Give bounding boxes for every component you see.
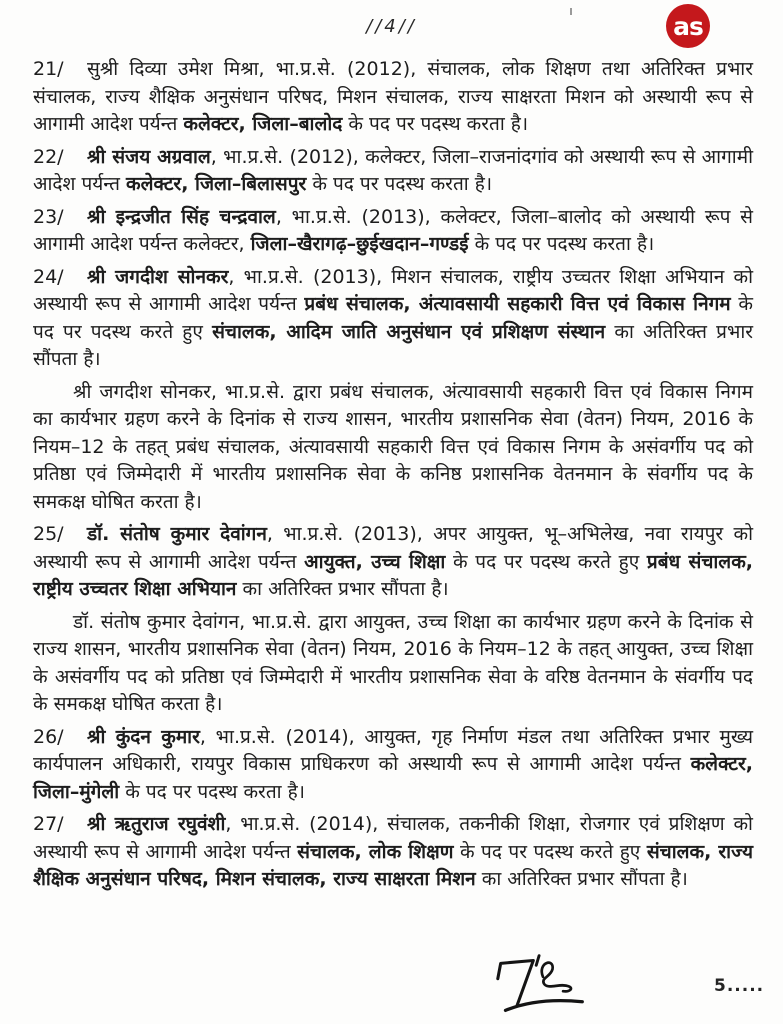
text-run: के पद पर पदस्थ करता है। [468, 233, 655, 255]
text-run: का अतिरिक्त प्रभार सौंपता है। [236, 578, 449, 600]
bold-text-run: संचालक, आदिम जाति अनुसंधान एवं प्रशिक्षण संस्थान [212, 320, 606, 343]
order-text-body [33, 56, 753, 899]
item-number: 25/ [33, 523, 64, 545]
text-run: का अतिरिक्त प्रभार सौंपता है। [475, 868, 688, 890]
text-run: , भा.प्र.से. (2012), कलेक्टर, जिला–राजनांदगांव को अस्थायी रूप से आगामी आदेश पर्यन्त [33, 145, 753, 195]
text-run: श्री जगदीश सोनकर, भा.प्र.से. द्वारा प्रबंध संचालक, अंत्यावसायी सहकारी वित्त एवं विकास निगम का कार्यभार ग्रहण करने के दिनांक से राज्य शासन, भारतीय प्रशासनिक सेवा (वेतन) नियम, 2016 के नियम–12 के तहत् प्रबंध संचालक, अंत्यावसायी सहकारी वित्त एवं विकास निगम के असंवर्गीय पद को प्रतिष्ठा एवं जिम्मेदारी में भारतीय प्रशासनिक सेवा के कनिष्ठ प्रशासनिक वेतनमान के संवर्गीय पद के समकक्ष घोषित करता है। [33, 380, 753, 513]
text-run: डॉ. संतोष कुमार देवांगन, भा.प्र.से. द्वारा आयुक्त, उच्च शिक्षा का कार्यभार ग्रहण करने के दिनांक से राज्य शासन, भारतीय प्रशासनिक सेवा (वेतन) नियम, 2016 के नियम–12 के तहत् आयुक्त, उच्च शिक्षा के असंवर्गीय पद को प्रतिष्ठा एवं जिम्मेदारी में भारतीय प्रशासनिक सेवा के वरिष्ठ वेतनमान के संवर्गीय पद के समकक्ष घोषित करता है। [33, 610, 753, 715]
item-number: 27/ [33, 813, 64, 835]
bold-text-run: श्री कुंदन कुमार [87, 725, 200, 748]
bold-text-run: कलेक्टर, जिला–मुंगेली [33, 753, 753, 803]
as-logo-text: as [673, 11, 703, 41]
order-item-23 [33, 204, 753, 259]
text-run: के पद पर पदस्थ करता है। [306, 173, 493, 195]
text-run: , भा.प्र.से. (2014), संचालक, तकनीकी शिक्षा, रोजगार एवं प्रशिक्षण को अस्थायी रूप से आगामी आदेश पर्यन्त [33, 813, 753, 863]
item-number: 24/ [33, 265, 64, 288]
item-number: 22/ [33, 145, 64, 168]
text-run: के पद पर पदस्थ करते हुए [453, 840, 647, 863]
bold-text-run: संचालक, लोक शिक्षण [297, 840, 454, 863]
bold-text-run: कलेक्टर, जिला–बालोद [183, 113, 343, 135]
page-footer [0, 940, 783, 1024]
text-run: के पद पर पदस्थ करता है। [342, 113, 529, 135]
bold-text-run: श्री जगदीश सोनकर [87, 265, 229, 288]
bold-text-run: संचालक, राज्य शैक्षिक अनुसंधान परिषद, मिशन संचालक, राज्य साक्षरता मिशन [33, 840, 753, 890]
as-logo [666, 4, 710, 48]
explanation-paragraph-25 [33, 609, 753, 719]
bold-text-run: कलेक्टर, जिला–बिलासपुर [126, 173, 307, 195]
text-run: , भा.प्र.से. (2013), कलेक्टर, जिला–बालोद को अस्थायी रूप से आगामी आदेश पर्यन्त कलेक्टर, [33, 205, 753, 255]
bold-text-run: आयुक्त, उच्च शिक्षा [304, 550, 446, 573]
bold-text-run: जिला–खैरागढ़–छुईखदान–गण्डई [250, 233, 469, 255]
text-run: के पद पर पदस्थ करता है। [119, 780, 305, 803]
order-item-27 [33, 811, 753, 894]
text-run: सुश्री दिव्या उमेश मिश्रा, भा.प्र.से. (2012), संचालक, लोक शिक्षण तथा अतिरिक्त प्रभार संचालक, राज्य शैक्षिक अनुसंधान परिषद, मिशन संचालक, राज्य साक्षरता मिशन को अस्थायी रूप से आगामी आदेश पर्यन्त [33, 58, 753, 135]
bold-text-run: प्रबंध संचालक, अंत्यावसायी सहकारी वित्त एवं विकास निगम [304, 293, 731, 315]
scan-artifact [570, 8, 572, 15]
order-item-24 [33, 264, 753, 374]
item-number: 21/ [33, 58, 64, 80]
bold-text-run: प्रबंध संचालक, राष्ट्रीय उच्चतर शिक्षा अभियान [33, 550, 753, 600]
text-run: , भा.प्र.से. (2014), आयुक्त, गृह निर्माण मंडल तथा अतिरिक्त प्रभार मुख्य कार्यपालन अधिकारी, रायपुर विकास प्राधिकरण को अस्थायी रूप से आगामी आदेश पर्यन्त [33, 725, 753, 775]
bold-text-run: श्री इन्द्रजीत सिंह चन्द्रवाल [87, 205, 276, 228]
page-number-header: //4// [366, 16, 417, 37]
order-item-25 [33, 521, 753, 604]
item-number: 23/ [33, 205, 64, 228]
order-item-22 [33, 144, 753, 199]
bold-text-run: श्री संजय अग्रवाल [87, 145, 211, 168]
bold-text-run: श्री ऋतुराज रघुवंशी [87, 813, 226, 835]
text-run: , भा.प्र.से. (2013), मिशन संचालक, राष्ट्रीय उच्चतर शिक्षा अभियान को अस्थायी रूप से आगामी आदेश पर्यन्त [33, 265, 753, 315]
signature-mark [487, 948, 595, 1020]
text-run: के पद पर पदस्थ करते हुए [33, 293, 753, 343]
text-run: का अतिरिक्त प्रभार सौंपता है। [33, 320, 754, 370]
item-number: 26/ [33, 725, 64, 748]
bold-text-run: डॉ. संतोष कुमार देवांगन [87, 523, 267, 545]
order-item-21 [33, 56, 753, 139]
explanation-paragraph-24 [33, 379, 753, 517]
text-run: के पद पर पदस्थ करते हुए [445, 550, 647, 573]
order-item-26 [33, 724, 753, 807]
text-run: , भा.प्र.से. (2013), अपर आयुक्त, भू–अभिलेख, नवा रायपुर को अस्थायी रूप से आगामी आदेश पर्यन्त [33, 523, 753, 573]
next-page-indicator: 5..... [714, 976, 765, 996]
